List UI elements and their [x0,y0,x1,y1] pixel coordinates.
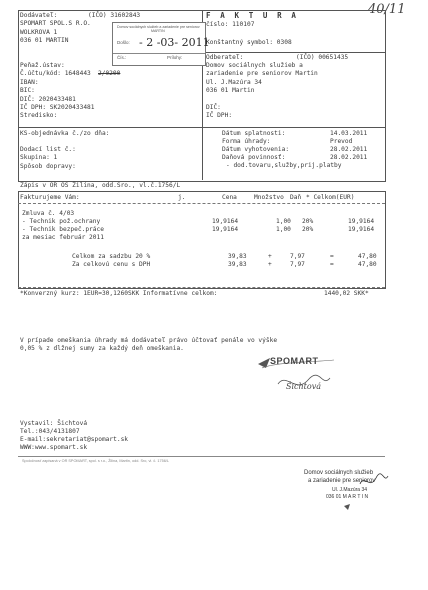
item-cena: 19,9164 [212,218,239,225]
supplier-city: 036 01 MARTIN [20,37,69,44]
summary-eq: = [330,253,334,260]
item-qty: 1,00 [276,218,291,225]
iban-label: IBAN: [20,79,39,86]
received-date-label: Došlo: [117,40,130,45]
issuer-web: WWW:www.spomart.sk [20,444,88,451]
supplier-street: WOLKROVA 1 [20,29,58,36]
summary-plus: + [268,253,272,260]
received-stamp-org: Domov sociálnych služieb a zariadenie pre seniorov [117,25,200,29]
items-header-left: Fakturujeme Vám: [20,194,80,201]
customer-name-1: Domov sociálnych služieb a [206,62,303,69]
item-text: - Technik bezpeč.práce [22,226,104,233]
issued-date-label: Dátum vyhotovenia: [222,146,290,153]
supplier-ic-dph: IČ DPH: SK2020433481 [20,104,95,111]
footer-divider [18,456,385,457]
received-stamp-city: MARTIN [151,29,165,33]
invoice-number: číslo: 110107 [206,21,255,28]
customer-street: Ul. J.Mazúra 34 [206,79,262,86]
section-divider [18,127,385,128]
item-text: za mesiac február 2011 [22,234,104,241]
issued-date-value: 28.02.2011 [330,146,368,153]
stamp-signature-icon [304,470,404,518]
item-dan: 20% [302,218,314,225]
summary-total: 47,80 [358,261,377,268]
items-header-j: j. [178,194,186,201]
summary-plus: + [268,261,272,268]
items-header-celkom: * Celkom(EUR) [306,194,355,201]
footer-text: Spoločnosť zapísaná v OR SPOMART, spol. s r.o., Žilina, Martin, odd. Sro, vl. č. 1756/L [22,459,169,463]
summary-base: 39,83 [228,253,247,260]
customer-dic: DIČ: [206,104,221,111]
payment-form-label: Forma úhrady: [222,138,271,145]
customer-ico: (IČO) 00651435 [296,54,349,61]
item-celkom: 19,9164 [348,218,375,225]
bottom-stamp-line-4: 036 01 M A R T I N [326,494,369,500]
summary-total: 47,80 [358,253,377,260]
account-tail: 2/0200 [98,70,121,77]
invoice-title: F A K T U R A [206,11,299,20]
items-header-divider [18,203,385,204]
received-stamp [112,22,210,66]
summary-label: Za celkovú cenu s DPH [72,261,151,268]
penalty-line-2: 0,05 % z dlžnej sumy za každý deň omeškania. [20,345,184,352]
item-qty: 1,00 [276,226,291,233]
customer-name-2: zariadenie pre seniorov Martin [206,70,318,77]
bottom-stamp-line-3: Ul. J.Mazúra 34 [332,487,368,493]
bic-label: BIC: [20,87,35,94]
delivery-note: - dod.tovaru,služby,prij.platby [226,162,342,169]
received-prilohy-label: Prílohy: [167,55,183,60]
summary-eq: = [330,261,334,268]
tax-date-value: 28.02.2011 [330,154,368,161]
item-dan: 20% [302,226,314,233]
items-header-mnozstvo: Množstvo [254,194,284,201]
bottom-stamp-line-1: Domov sociálnych služieb [304,470,374,476]
conversion-total: 1440,02 SKK* [324,290,369,297]
tax-date-label: Daňová povinnosť: [222,154,286,161]
bottom-stamp-line-2: a zariadenie pre seniorov [308,478,376,484]
conversion-line: *Konverzný kurz: 1EUR=30,1260SKK Informatívne celkom: [20,290,218,297]
customer-city: 036 01 Martin [206,87,255,94]
signature-area [256,354,336,400]
order-label: KS-objednávka č./zo dňa: [20,130,110,137]
constant-symbol: Konštantný symbol: 0308 [206,39,292,46]
item-cena: 19,9164 [212,226,239,233]
summary-label: Celkom za sadzbu 20 % [72,253,151,260]
register-line: Zápis v OR OS Žilina, odd.Sro., vl.č.1756/L [20,182,181,189]
item-celkom: 19,9164 [348,226,375,233]
summary-tax: 7,97 [290,253,305,260]
due-date-value: 14.03.2011 [330,130,368,137]
payment-form-value: Prevod [330,138,353,145]
received-cislo-label: Čís.: [117,55,127,60]
items-header-cena: Cena [222,194,237,201]
spomart-logo-text: SPOMART [270,356,319,366]
page-mark: 40/11 [368,2,406,17]
supplier-dic: DIČ: 2020433481 [20,96,76,103]
issuer-phone: Tel.:043/4131807 [20,428,80,435]
summary-tax: 7,97 [290,261,305,268]
customer-ic-dph: IČ DPH: [206,112,233,119]
items-header-dan: Daň [290,194,302,201]
supplier-name: SPOMART SPOL.S R.O. [20,20,91,27]
supplier-header: Dodávateľ: [20,12,58,19]
title-divider [202,52,385,53]
received-date: - 2 -03- 2011 [139,36,210,49]
item-text: Zmluva č. 4/03 [22,210,75,217]
item-text: - Technik pož.ochrany [22,218,101,225]
penalty-line-1: V prípade omeškania úhrady má dodávateľ právo účtovať penále vo výške [20,337,278,344]
conversion-divider [18,287,385,288]
delivery-label: Dodací list č.: [20,146,76,153]
transport-label: Spôsob dopravy: [20,163,76,170]
account-label: Č.účtu/kód: 1648443 [20,70,91,77]
due-date-label: Dátum splatnosti: [222,130,286,137]
bottom-stamp [304,470,404,518]
issuer-label: Vystavil: Šichtová [20,420,88,427]
stredisko-label: Stredisko: [20,112,58,119]
supplier-ico: (IČO) 31602843 [88,12,141,19]
customer-header: Odberateľ: [206,54,244,61]
summary-base: 39,83 [228,261,247,268]
bank-label: Peňaž.ústav: [20,62,65,69]
signature-handwriting: Šichtová [286,382,321,391]
issuer-email: E-mail:sekretariat@spomart.sk [20,436,129,443]
group-label: Skupina: 1 [20,154,58,161]
